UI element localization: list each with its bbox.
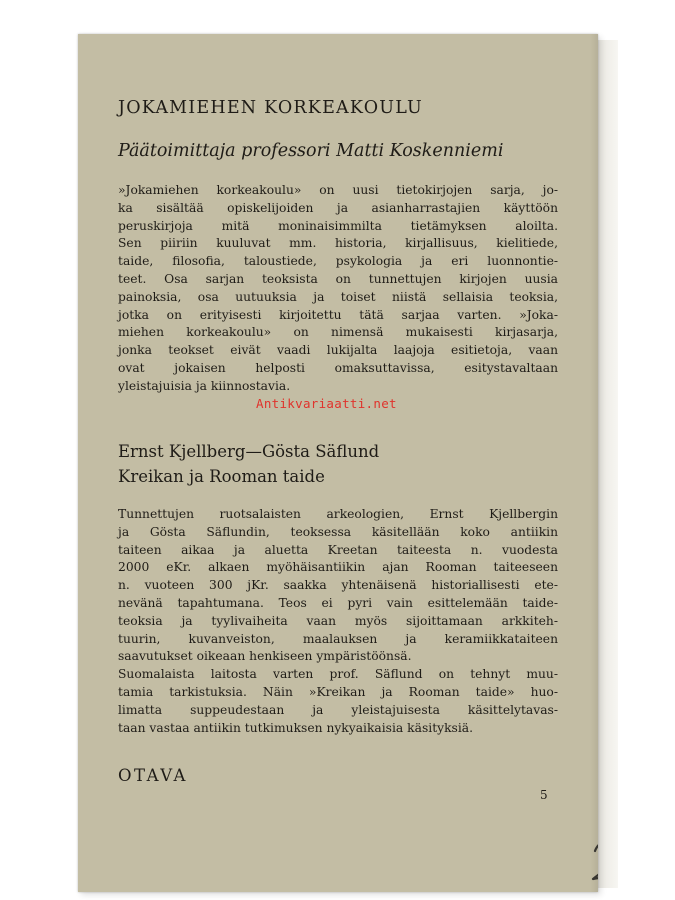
book-authors: Ernst Kjellberg—Gösta Säflund — [118, 442, 380, 461]
text-line: tamia tarkistuksia. Näin »Kreikan ja Rooman taide» huo- — [118, 684, 558, 699]
text-line: »Jokamiehen korkeakoulu» on uusi tietokirjojen sarja, jo- — [118, 183, 558, 197]
text-line: jotka on erityisesti kirjoitettu tätä sarjaa varten. »Joka- — [118, 307, 558, 322]
book-title: Kreikan ja Rooman taide — [118, 467, 325, 486]
text-line: 2000 eKr. alkaen myöhäisantiikin ajan Rooman taiteeseen — [118, 560, 558, 575]
text-line: tuurin, kuvanveiston, maalauksen ja keramiikkataiteen — [118, 631, 558, 646]
text-line: ka sisältää opiskelijoiden ja asianharrastajien käyttöön — [118, 200, 558, 215]
text-line: jonka teokset eivät vaadi lukijalta laajoja esitietoja, vaan — [118, 343, 558, 358]
text-line: saavutukset oikeaan henkiseen ympäristöönsä. — [118, 649, 412, 664]
text-line: yleistajuisia ja kiinnostavia. — [118, 378, 291, 393]
page-number: 5 — [540, 788, 548, 802]
book-description — [118, 506, 558, 737]
text-line: taiteen aikaa ja aluetta Kreetan taiteesta n. vuodesta — [118, 542, 558, 557]
text-line: taide, filosofia, taloustiede, psykologia ja eri luonnontie- — [118, 254, 558, 269]
text-line: nevänä tapahtumana. Teos ei pyri vain esittelemään taide- — [118, 595, 558, 610]
text-line: painoksia, osa uutuuksia ja toiset niistä sellaisia teoksia, — [118, 289, 558, 304]
text-line: Suomalaista laitosta varten prof. Säflund on tehnyt muu- — [118, 667, 558, 682]
text-line: limatta suppeudestaan ja yleistajuisesta käsittelytavas- — [118, 702, 558, 717]
book-back-cover — [78, 34, 598, 892]
text-line: ovat jokaisen helposti omaksuttavissa, esitystavaltaan — [118, 360, 558, 375]
series-description — [118, 182, 558, 396]
text-line: teoksia ja tyylivaiheita vaan myös sijoittamaan arkkiteh- — [118, 613, 558, 628]
editor-line: Päätoimittaja professori Matti Koskenniemi — [118, 141, 504, 161]
text-line: miehen korkeakoulu» on nimensä mukaisesti kirjasarja, — [118, 325, 558, 340]
page-edges — [596, 40, 618, 888]
text-line: ja Gösta Säflundin, teoksessa käsitellään koko antiikin — [118, 524, 558, 539]
text-line: n. vuoteen 300 jKr. saakka yhtenäisenä historiallisesti ete- — [118, 578, 558, 593]
text-line: Sen piiriin kuuluvat mm. historia, kirjallisuus, kielitiede, — [118, 236, 558, 251]
text-line: Tunnettujen ruotsalaisten arkeologien, Ernst Kjellbergin — [118, 507, 558, 521]
handwritten-price-mark — [581, 829, 598, 889]
watermark-text: Antikvariaatti.net — [256, 396, 397, 411]
text-line: peruskirjoja mitä moninaisimmilta tietämyksen aloilta. — [118, 218, 558, 233]
publisher-name: OTAVA — [118, 766, 188, 785]
text-line: taan vastaa antiikin tutkimuksen nykyaikaisia käsityksiä. — [118, 720, 474, 735]
series-title: JOKAMIEHEN KORKEAKOULU — [118, 98, 424, 118]
text-line: teet. Osa sarjan teoksista on tunnettujen kirjojen uusia — [118, 271, 558, 286]
